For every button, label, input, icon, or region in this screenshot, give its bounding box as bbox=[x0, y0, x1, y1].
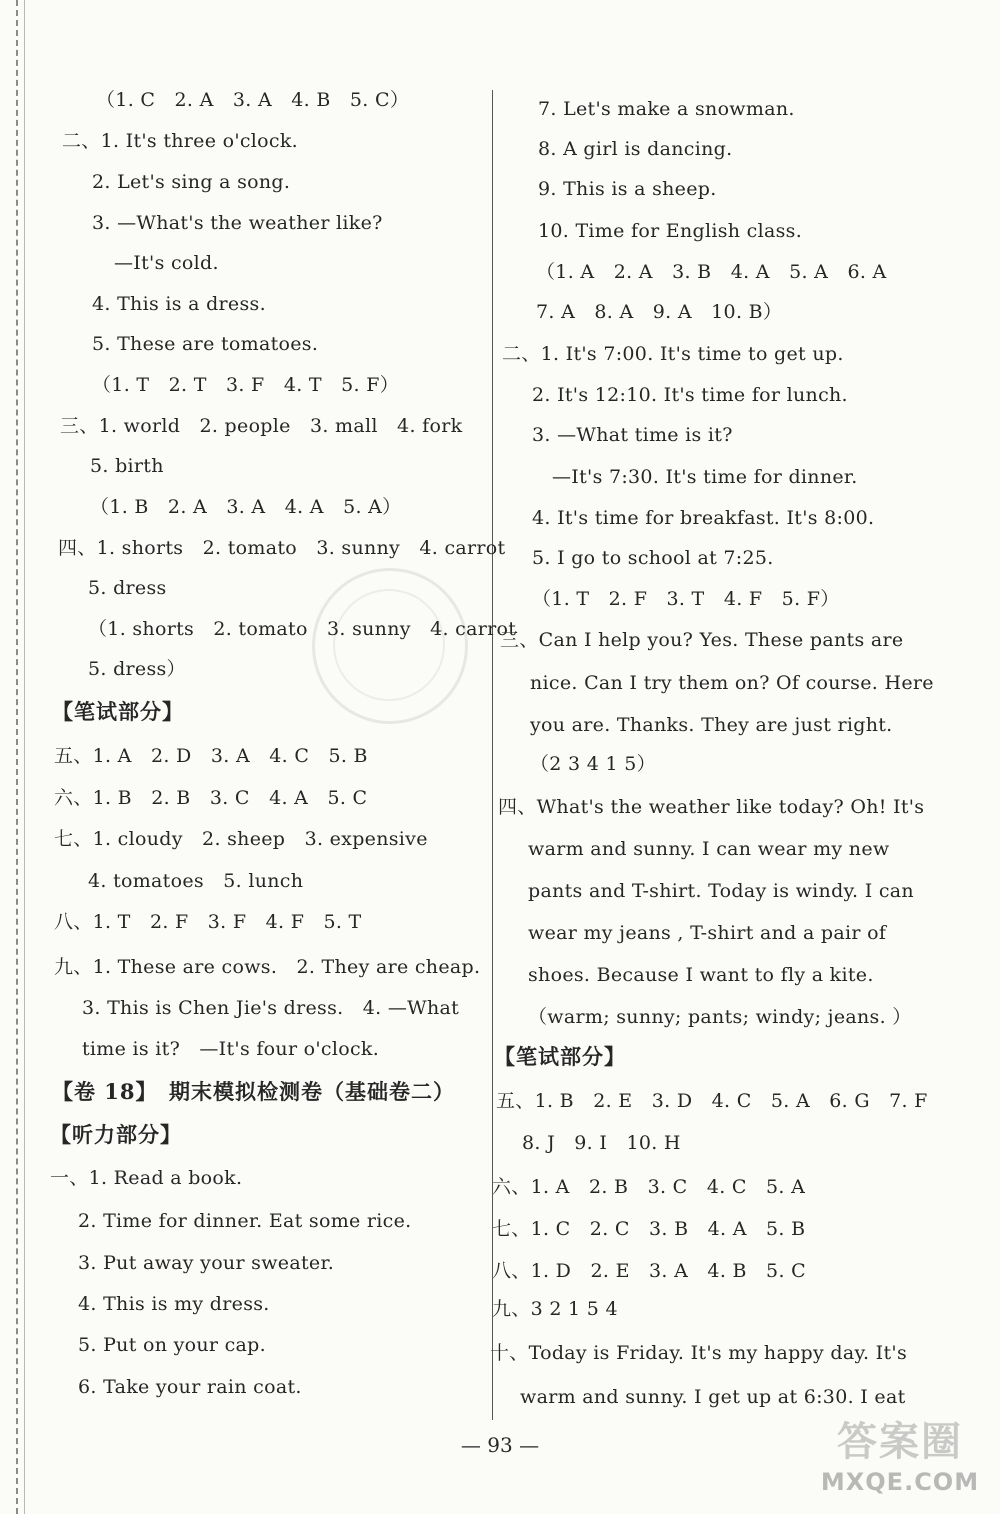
section-1-line: 一、1. Read a book. bbox=[50, 1167, 243, 1189]
answer-line: 4. This is my dress. bbox=[78, 1293, 270, 1315]
section-5-line: 五、1. B 2. E 3. D 4. C 5. A 6. G 7. F bbox=[496, 1090, 928, 1112]
answer-line: warm and sunny. I get up at 6:30. I eat bbox=[520, 1386, 906, 1408]
answer-line: 7. A 8. A 9. A 10. B） bbox=[536, 301, 783, 323]
answer-line: 4. tomatoes 5. lunch bbox=[88, 870, 304, 892]
answer-line: 5. These are tomatoes. bbox=[92, 333, 319, 355]
section-9-line: 九、3 2 1 5 4 bbox=[492, 1298, 618, 1320]
answer-line: 2. Let's sing a song. bbox=[92, 171, 291, 193]
site-watermark bbox=[810, 1410, 990, 1510]
answer-line: you are. Thanks. They are just right. bbox=[530, 714, 893, 736]
answer-line: 5. Put on your cap. bbox=[78, 1334, 266, 1356]
answer-line: 3. —What time is it? bbox=[532, 424, 733, 446]
answer-line: （2 3 4 1 5） bbox=[530, 753, 656, 775]
answer-line: 2. Time for dinner. Eat some rice. bbox=[78, 1210, 412, 1232]
section-2-line: 二、1. It's three o'clock. bbox=[62, 130, 299, 152]
section-3-line: 三、Can I help you? Yes. These pants are bbox=[500, 629, 904, 651]
answer-line: （1. C 2. A 3. A 4. B 5. C） bbox=[96, 89, 410, 111]
section-10-line: 十、Today is Friday. It's my happy day. It's bbox=[490, 1342, 907, 1364]
answer-line: 5. dress） bbox=[88, 658, 186, 680]
section-8-line: 八、1. T 2. F 3. F 4. F 5. T bbox=[54, 911, 362, 933]
answer-line: warm and sunny. I can wear my new bbox=[528, 838, 890, 860]
answer-line: 2. It's 12:10. It's time for lunch. bbox=[532, 384, 848, 406]
answer-line: —It's 7:30. It's time for dinner. bbox=[552, 466, 858, 488]
section-4-line: 四、What's the weather like today? Oh! It's bbox=[498, 796, 925, 818]
answer-line: 8. J 9. I 10. H bbox=[522, 1132, 681, 1154]
answer-line: 4. This is a dress. bbox=[92, 293, 266, 315]
publisher-stamp-watermark bbox=[312, 568, 468, 724]
test-paper-title: 【卷 18】 期末模拟检测卷（基础卷二） bbox=[52, 1079, 456, 1104]
answer-line: 6. Take your rain coat. bbox=[78, 1376, 302, 1398]
answer-line: （1. B 2. A 3. A 4. A 5. A） bbox=[90, 496, 402, 518]
answer-line: 7. Let's make a snowman. bbox=[538, 98, 795, 120]
answer-line: shoes. Because I want to fly a kite. bbox=[528, 964, 874, 986]
answer-line: —It's cold. bbox=[114, 252, 219, 274]
answer-line: 10. Time for English class. bbox=[538, 220, 803, 242]
answer-line: time is it? —It's four o'clock. bbox=[82, 1038, 380, 1060]
answer-line: （1. T 2. T 3. F 4. T 5. F） bbox=[92, 374, 400, 396]
answer-line: 9. This is a sheep. bbox=[538, 178, 717, 200]
answer-line: 5. dress bbox=[88, 577, 167, 599]
listening-part-heading: 【听力部分】 bbox=[50, 1122, 182, 1147]
watermark-url: MXQE.COM bbox=[820, 1468, 980, 1496]
answer-line: （1. A 2. A 3. B 4. A 5. A 6. A bbox=[536, 261, 887, 283]
section-6-line: 六、1. B 2. B 3. C 4. A 5. C bbox=[54, 787, 368, 809]
written-part-heading: 【笔试部分】 bbox=[494, 1044, 626, 1069]
section-8-line: 八、1. D 2. E 3. A 4. B 5. C bbox=[492, 1260, 806, 1282]
written-part-heading: 【笔试部分】 bbox=[52, 699, 184, 724]
answer-line: wear my jeans , T-shirt and a pair of bbox=[528, 922, 887, 944]
answer-line: （1. shorts 2. tomato 3. sunny 4. carrot bbox=[88, 618, 517, 640]
section-6-line: 六、1. A 2. B 3. C 4. C 5. A bbox=[492, 1176, 806, 1198]
answer-line: 5. I go to school at 7:25. bbox=[532, 547, 774, 569]
section-4-line: 四、1. shorts 2. tomato 3. sunny 4. carrot bbox=[58, 537, 506, 559]
section-9-line: 九、1. These are cows. 2. They are cheap. bbox=[54, 956, 481, 978]
answer-line: pants and T-shirt. Today is windy. I can bbox=[528, 880, 914, 902]
answer-line: 8. A girl is dancing. bbox=[538, 138, 733, 160]
binding-edge bbox=[16, 0, 25, 1514]
answer-line: 4. It's time for breakfast. It's 8:00. bbox=[532, 507, 875, 529]
section-7-line: 七、1. C 2. C 3. B 4. A 5. B bbox=[492, 1218, 806, 1240]
answer-line: （1. T 2. F 3. T 4. F 5. F） bbox=[532, 588, 840, 610]
watermark-logo-text: 答案圈 bbox=[837, 1419, 963, 1465]
section-5-line: 五、1. A 2. D 3. A 4. C 5. B bbox=[54, 745, 368, 767]
section-2-line: 二、1. It's 7:00. It's time to get up. bbox=[502, 343, 844, 365]
answer-line: 5. birth bbox=[90, 455, 164, 477]
page-number: — 93 — bbox=[460, 1433, 540, 1457]
answer-line: 3. Put away your sweater. bbox=[78, 1252, 335, 1274]
answer-line: 3. —What's the weather like? bbox=[92, 212, 383, 234]
answer-line: 3. This is Chen Jie's dress. 4. —What bbox=[82, 997, 460, 1019]
answer-line: （warm; sunny; pants; windy; jeans. ） bbox=[528, 1006, 912, 1028]
section-3-line: 三、1. world 2. people 3. mall 4. fork bbox=[60, 415, 463, 437]
section-7-line: 七、1. cloudy 2. sheep 3. expensive bbox=[54, 828, 428, 850]
answer-line: nice. Can I try them on? Of course. Here bbox=[530, 672, 934, 694]
